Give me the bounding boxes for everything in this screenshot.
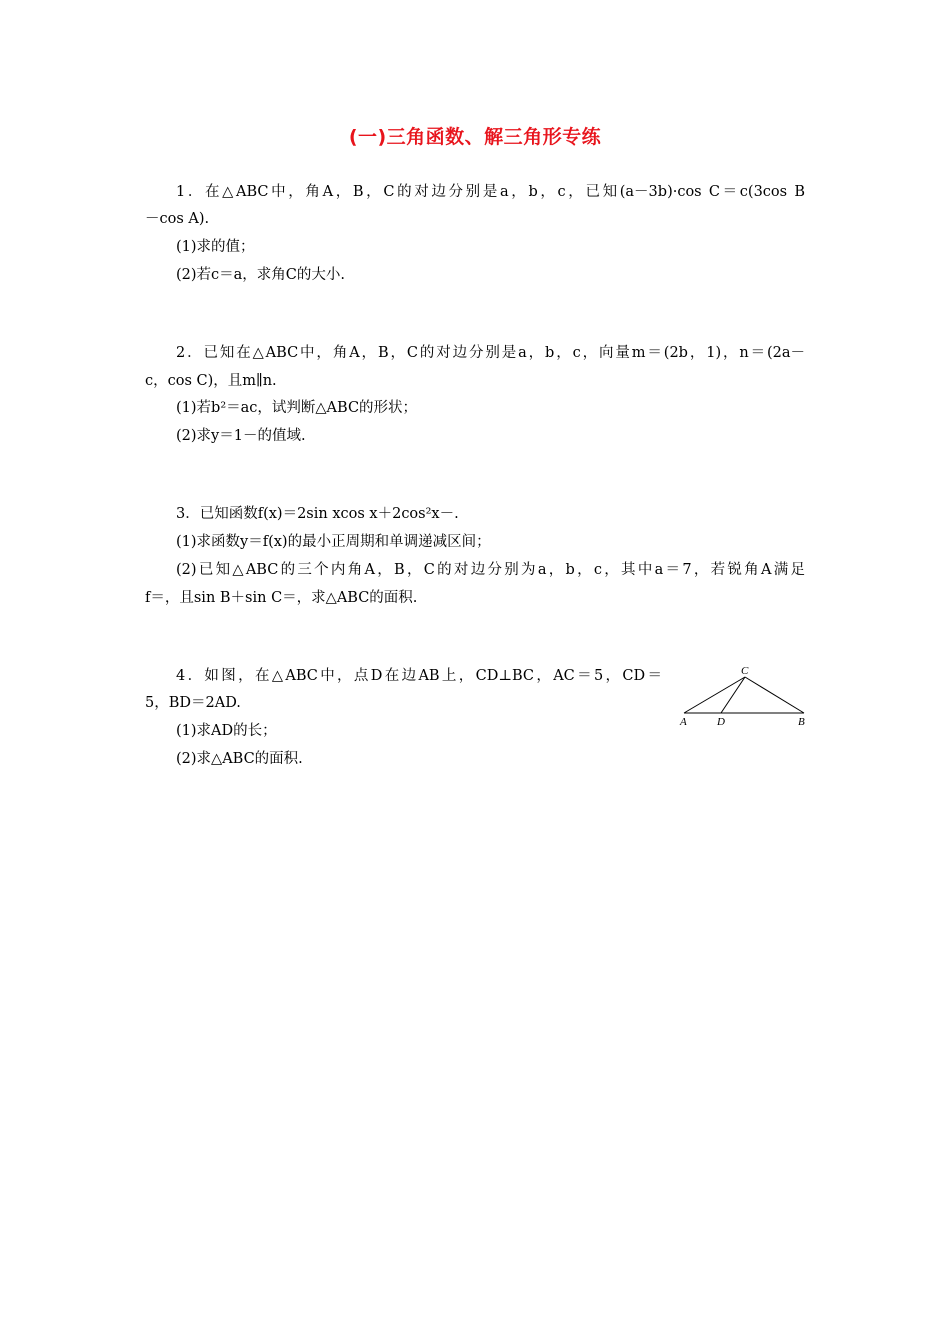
label-a: A xyxy=(680,716,687,728)
problem-4-part-2: (2)求△ABC的面积. xyxy=(176,751,303,767)
problem-1-line-1: 1．在△ABC中，角A，B，C的对边分别是a，b，c，已知(a－3b)·cos C＝c(3cos B xyxy=(176,184,805,200)
problem-2-part-1: (1)若b²＝ac，试判断△ABC的形状； xyxy=(176,400,418,416)
problem-1-part-2: (2)若c＝a，求角C的大小. xyxy=(176,267,346,283)
problem-3-line-1: 3．已知函数f(x)＝2sin xcos x＋2cos²x－. xyxy=(176,506,459,522)
page-title: (一)三角函数、解三角形专练 xyxy=(348,126,602,148)
problem-3-part-2: (2)已知△ABC的三个内角A，B，C的对边分别为a，b，c，其中a＝7，若锐角A满足 xyxy=(176,562,805,578)
problem-1-part-1: (1)求的值； xyxy=(176,239,255,255)
segment-cd xyxy=(721,677,745,713)
segment-ac xyxy=(684,677,745,713)
label-c: C xyxy=(741,665,749,677)
label-b: B xyxy=(798,716,805,728)
problem-2-line-1: 2．已知在△ABC中，角A，B，C的对边分别是a，b，c，向量m＝(2b，1)，n＝(2a－ xyxy=(176,345,805,361)
problem-1-line-2: －cos A). xyxy=(145,211,210,227)
problem-3-part-2-cont: f＝，且sin B＋sin C＝，求△ABC的面积. xyxy=(145,590,418,606)
segment-bc xyxy=(745,677,804,713)
problem-2-line-2: c，cos C)，且m∥n. xyxy=(145,373,277,389)
problem-3-part-1: (1)求函数y＝f(x)的最小正周期和单调递减区间； xyxy=(176,534,491,550)
problem-4-line-2: 5，BD＝2AD. xyxy=(145,695,241,711)
problem-2-part-2: (2)求y＝1－的值域. xyxy=(176,428,306,444)
triangle-figure xyxy=(676,664,811,734)
problem-4-line-1: 4．如图，在△ABC中，点D在边AB上，CD⊥BC，AC＝5，CD＝ xyxy=(176,668,662,684)
label-d: D xyxy=(717,716,725,728)
problem-4-part-1: (1)求AD的长； xyxy=(176,723,277,739)
